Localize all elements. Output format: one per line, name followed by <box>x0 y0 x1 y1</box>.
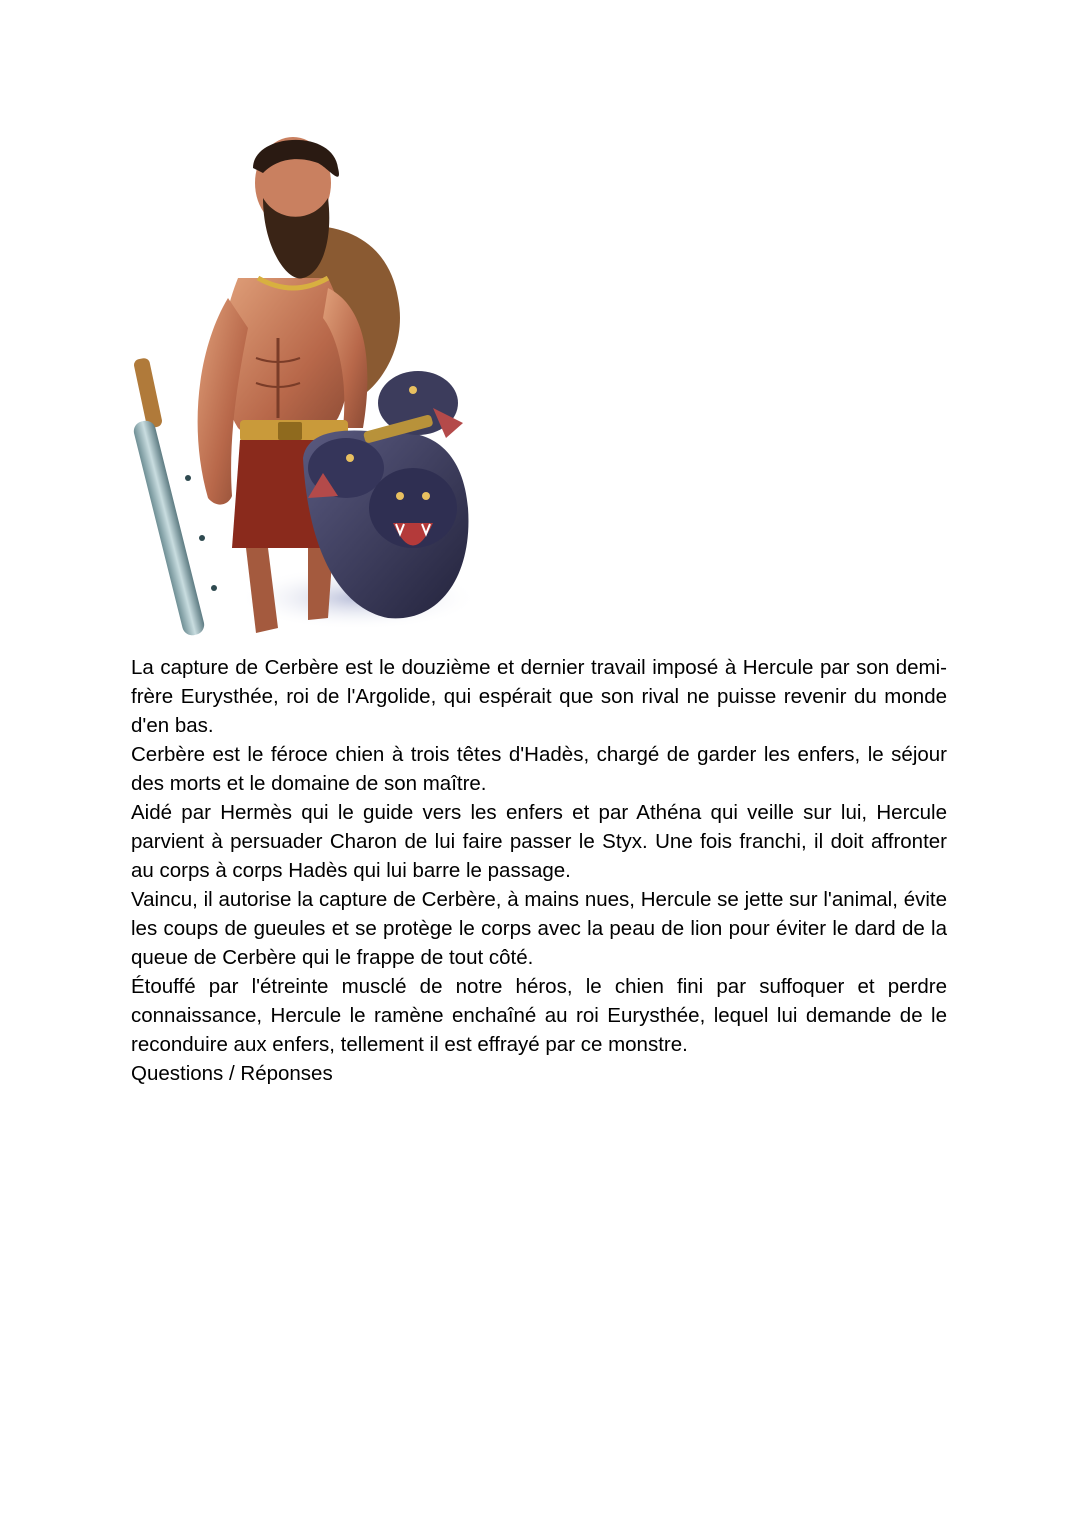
hercules-cerberus-illustration <box>128 128 480 644</box>
paragraph-1: La capture de Cerbère est le douzième et dernier travail imposé à Hercule par son demi-frère Eurysthée, roi de l'Argolide, qui espérait que son rival ne puisse revenir du monde d'en bas. <box>131 656 947 737</box>
paragraph-4: Vaincu, il autorise la capture de Cerbère, à mains nues, Hercule se jette sur l'animal, évite les coups de gueules et se protège le corps avec la peau de lion pour éviter le dard de la queue de Cerbère qui le frappe de tout côté. <box>131 888 947 969</box>
paragraph-2: Cerbère est le féroce chien à trois têtes d'Hadès, chargé de garder les enfers, le séjour des morts et le domaine de son maître. <box>131 743 947 795</box>
paragraph-3: Aidé par Hermès qui le guide vers les enfers et par Athéna qui veille sur lui, Hercule parvient à persuader Charon de lui faire passer le Styx. Une fois franchi, il doit affronter au corps à corps Hadès qui lui barre le passage. <box>131 801 947 882</box>
story-text <box>131 653 947 1088</box>
hercules-cerberus-icon <box>128 128 480 644</box>
paragraph-5: Étouffé par l'étreinte musclé de notre héros, le chien fini par suffoquer et perdre connaissance, Hercule le ramène enchaîné au roi Eurysthée, lequel lui demande de le reconduire aux enfers, tellement il est effrayé par ce monstre. <box>131 975 947 1056</box>
questions-answers-label: Questions / Réponses <box>131 1062 333 1085</box>
